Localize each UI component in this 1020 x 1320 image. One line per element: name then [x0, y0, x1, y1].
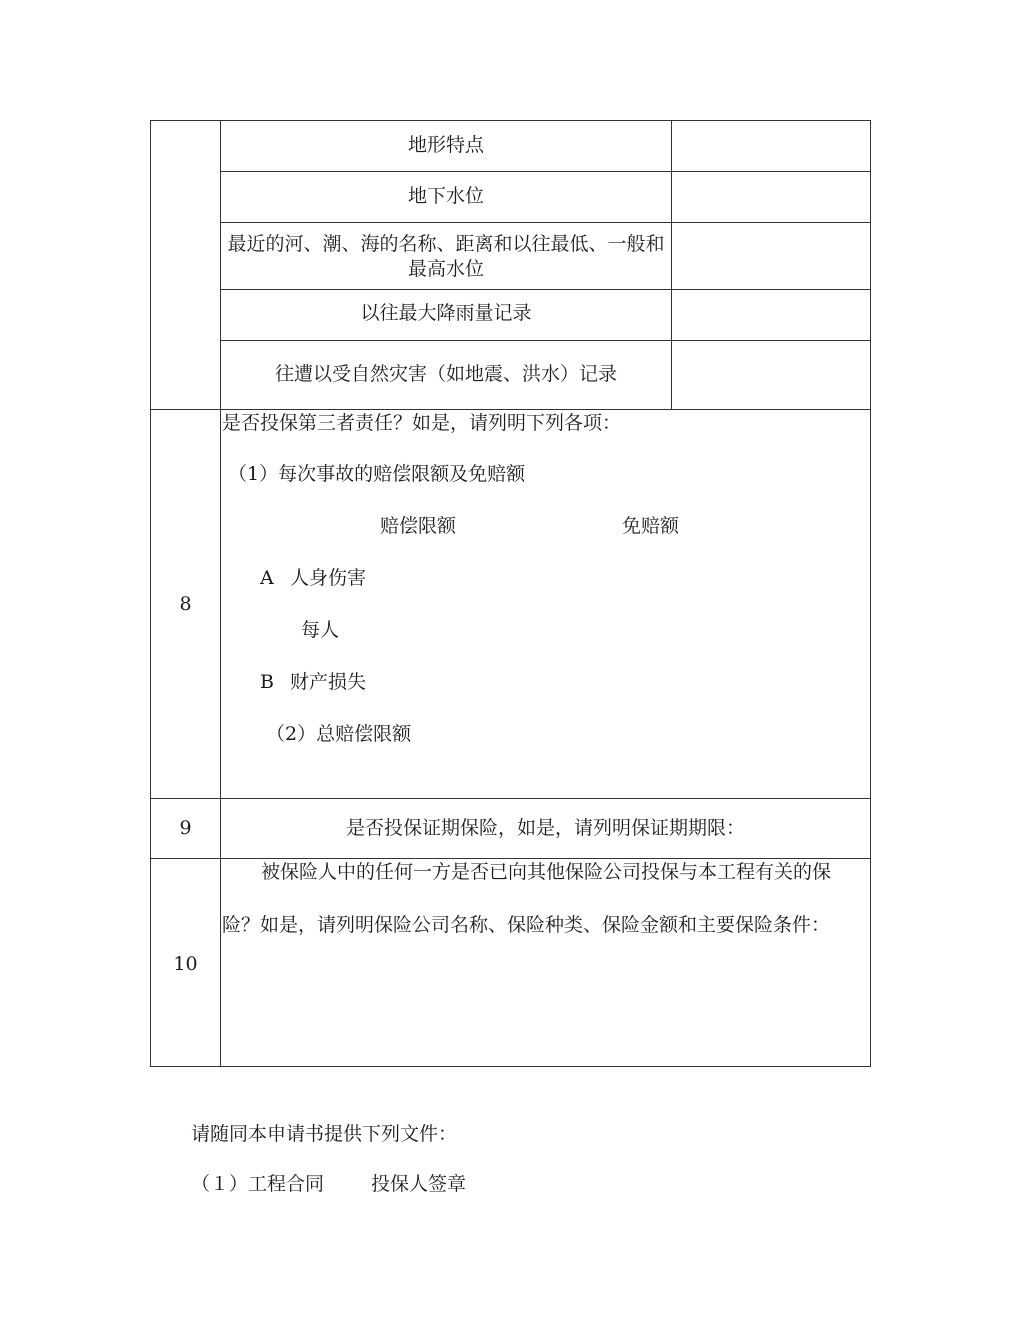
row-divider: [220, 340, 871, 341]
rainfall-label: 以往最大降雨量记录: [360, 302, 532, 324]
groundwater-label: 地下水位: [407, 185, 484, 207]
third-party-question: 是否投保第三者责任？如是，请列明下列各项：: [222, 412, 622, 434]
water-body-label-line2: 最高水位: [407, 258, 484, 280]
value-column-divider: [671, 120, 672, 409]
warranty-question: 是否投保证期保险，如是，请列明保证期期限：: [345, 817, 745, 839]
bodily-injury-label: 人身伤害: [290, 567, 367, 589]
row-divider: [220, 171, 871, 172]
section-divider: [150, 409, 871, 410]
limit-column-label: 赔偿限额: [380, 515, 457, 537]
per-person-label: 每人: [301, 619, 340, 641]
disaster-label: 往遭以受自然灾害（如地震、洪水）记录: [274, 363, 617, 385]
table-border-top: [150, 120, 871, 121]
total-limit-item: （2）总赔偿限额: [266, 723, 412, 745]
signature-label: 投保人签章: [371, 1173, 467, 1195]
per-accident-item: （1）每次事故的赔偿限额及免赔额: [228, 463, 526, 485]
deductible-column-label: 免赔额: [622, 515, 680, 537]
table-border-bottom: [150, 1066, 871, 1067]
row-divider: [220, 289, 871, 290]
item-letter: A: [260, 567, 274, 589]
property-damage-label: 财产损失: [290, 671, 367, 693]
other-insurance-question-line1: 被保险人中的任何一方是否已向其他保险公司投保与本工程有关的保: [261, 861, 832, 883]
table-border-right: [870, 120, 871, 1067]
document-item: （１）工程合同: [191, 1173, 325, 1195]
section-divider: [150, 858, 871, 859]
water-body-label-line1: 最近的河、潮、海的名称、距离和以往最低、一般和: [227, 233, 665, 255]
terrain-label: 地形特点: [407, 134, 484, 156]
documents-intro: 请随同本申请书提供下列文件：: [191, 1123, 458, 1145]
row-divider: [220, 222, 871, 223]
section-number: 10: [173, 953, 198, 975]
section-number: 9: [179, 817, 192, 839]
other-insurance-question-line2: 险？如是，请列明保险公司名称、保险种类、保险金额和主要保险条件：: [222, 914, 831, 936]
section-divider: [150, 798, 871, 799]
item-letter: B: [260, 671, 274, 693]
section-number: 8: [179, 593, 192, 615]
